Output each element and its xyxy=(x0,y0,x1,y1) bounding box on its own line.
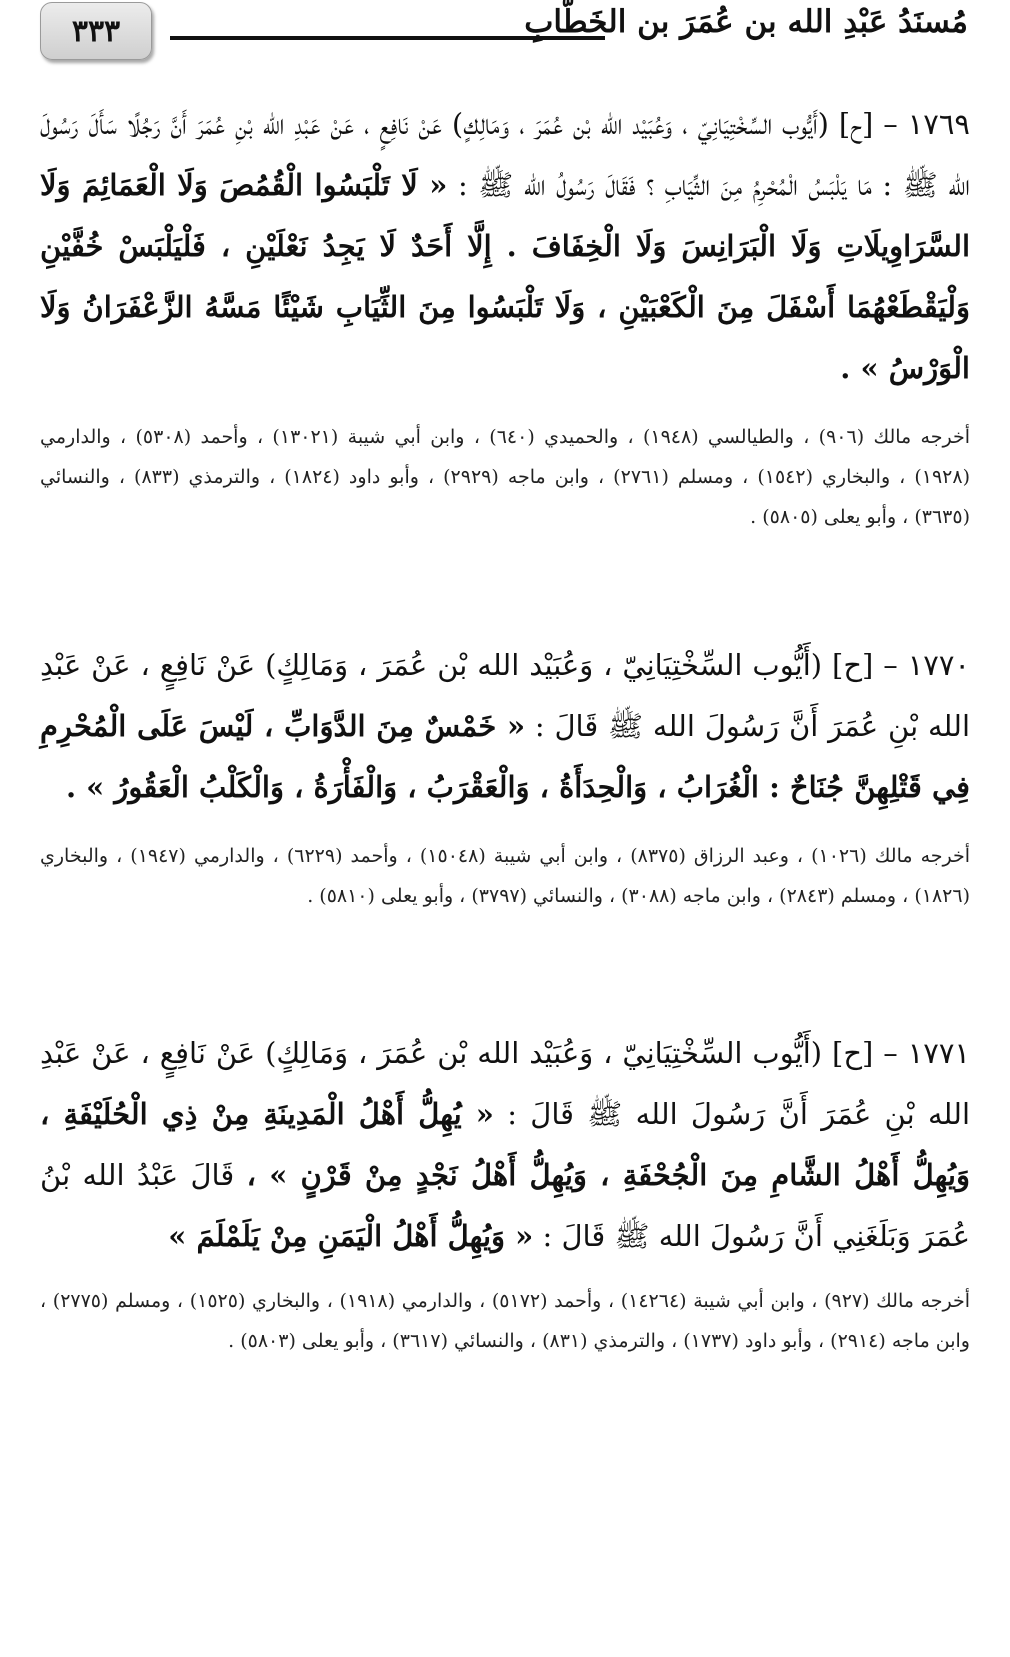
hadith-text xyxy=(40,635,970,818)
hadith-matn-2: « وَيُهِلُّ أَهْلُ الْيَمَنِ مِنْ يَلَمْلَمَ » xyxy=(168,1219,534,1253)
page-number-badge: ٣٣٣ xyxy=(40,2,152,60)
hadith-matn: « خَمْسٌ مِنَ الدَّوَابِّ ، لَيْسَ عَلَى الْمُحْرِمِ فِي قَتْلِهِنَّ جُنَاحٌ : الْغُرَابُ ، وَالْحِدَأَةُ ، وَالْعَقْرَبُ ، وَالْفَأْرَةُ ، وَالْكَلْبُ الْعَقُورُ » . xyxy=(40,709,970,804)
takhrij-note: أخرجه مالك (٩٠٦) ، والطيالسي (١٩٤٨) ، والحميدي (٦٤٠) ، وابن أبي شيبة (١٣٠٢١) ، وأحمد (٥٣٠٨) ، والدارمي (١٩٢٨) ، والبخاري (١٥٤٢) ، ومسلم (٢٧٦١) ، وابن ماجه (٢٩٢٩) ، وأبو داود (١٨٢٤) ، والترمذي (٨٣٣) ، والنسائي (٣٦٣٥) ، وأبو يعلى (٥٨٠٥) . xyxy=(40,426,970,528)
hadith-isnad: ١٧٦٩ – [ح] (أَيُّوب السِّخْتِيَانِيّ ، وَعُبَيْد الله بْن عُمَرَ ، وَمَالِكٍ) عَنْ نَافِعٍ ، عَنْ عَبْدِ الله بْنِ عُمَرَ أَنَّ رَجُلًا سَأَلَ رَسُولَ الله ﷺ : مَا يَلْبَسُ الْمُحْرِمُ مِنَ الثِّيَابِ ؟ فَقَالَ رَسُولُ الله ﷺ : xyxy=(40,107,971,202)
page-header xyxy=(0,0,1010,70)
hadith-entry-1769 xyxy=(40,94,970,537)
hadith-continuation: قَالَ عَبْدُ الله بْنُ عُمَرَ وَبَلَغَنِي أَنَّ رَسُولَ الله ﷺ قَالَ : xyxy=(40,1158,970,1253)
hadith-entry-1771 xyxy=(40,1023,970,1361)
hadith-isnad: ١٧٧١ – [ح] (أَيُّوب السِّخْتِيَانِيّ ، وَعُبَيْد الله بْن عُمَرَ ، وَمَالِكٍ) عَنْ نَافِعٍ ، عَنْ عَبْدِ الله بْنِ عُمَرَ أَنَّ رَسُولَ الله ﷺ قَالَ : xyxy=(40,1036,971,1131)
hadith-text xyxy=(40,1023,970,1267)
hadith-matn: « يُهِلُّ أَهْلُ الْمَدِينَةِ مِنْ ذِي الْحُلَيْفَةِ ، وَيُهِلُّ أَهْلُ الشَّامِ مِنَ الْجُحْفَةِ ، وَيُهِلُّ أَهْلُ نَجْدٍ مِنْ قَرْنٍ » ، xyxy=(40,1097,971,1192)
takhrij-note: أخرجه مالك (١٠٢٦) ، وعبد الرزاق (٨٣٧٥) ، وابن أبي شيبة (١٥٠٤٨) ، وأحمد (٦٢٢٩) ، والدارمي (١٩٤٧) ، والبخاري (١٨٢٦) ، ومسلم (٢٨٤٣) ، وابن ماجه (٣٠٨٨) ، والنسائي (٣٧٩٧) ، وأبو يعلى (٥٨١٠) . xyxy=(40,845,971,907)
takhrij-note: أخرجه مالك (٩٢٧) ، وابن أبي شيبة (١٤٢٦٤) ، وأحمد (٥١٧٢) ، والدارمي (١٩١٨) ، والبخاري (١٥٢٥) ، ومسلم (٢٧٧٥) ، وابن ماجه (٢٩١٤) ، وأبو داود (١٧٣٧) ، والترمذي (٨٣١) ، والنسائي (٣٦١٧) ، وأبو يعلى (٥٨٠٣) . xyxy=(40,1290,971,1352)
hadith-isnad: ١٧٧٠ – [ح] (أَيُّوب السِّخْتِيَانِيّ ، وَعُبَيْد الله بْن عُمَرَ ، وَمَالِكٍ) عَنْ نَافِعٍ ، عَنْ عَبْدِ الله بْنِ عُمَرَ أَنَّ رَسُولَ الله ﷺ قَالَ : xyxy=(40,648,970,743)
hadith-entry-1770 xyxy=(40,635,970,916)
hadith-text xyxy=(40,94,970,399)
running-title: مُسنَدُ عَبْدِ الله بن عُمَرَ بن الخَطَّابِ xyxy=(524,4,968,40)
hadith-matn: « لَا تَلْبَسُوا الْقُمُصَ وَلَا الْعَمَائِمَ وَلَا السَّرَاوِيلَاتِ وَلَا الْبَرَانِسَ وَلَا الْخِفَافَ . إِلَّا أَحَدٌ لَا يَجِدُ نَعْلَيْنِ ، فَلْيَلْبَسْ خُفَّيْنِ وَلْيَقْطَعْهُمَا أَسْفَلَ مِنَ الْكَعْبَيْنِ ، وَلَا تَلْبَسُوا مِنَ الثِّيَابِ شَيْئًا مَسَّهُ الزَّعْفَرَانُ وَلَا الْوَرْسُ » . xyxy=(40,168,970,385)
